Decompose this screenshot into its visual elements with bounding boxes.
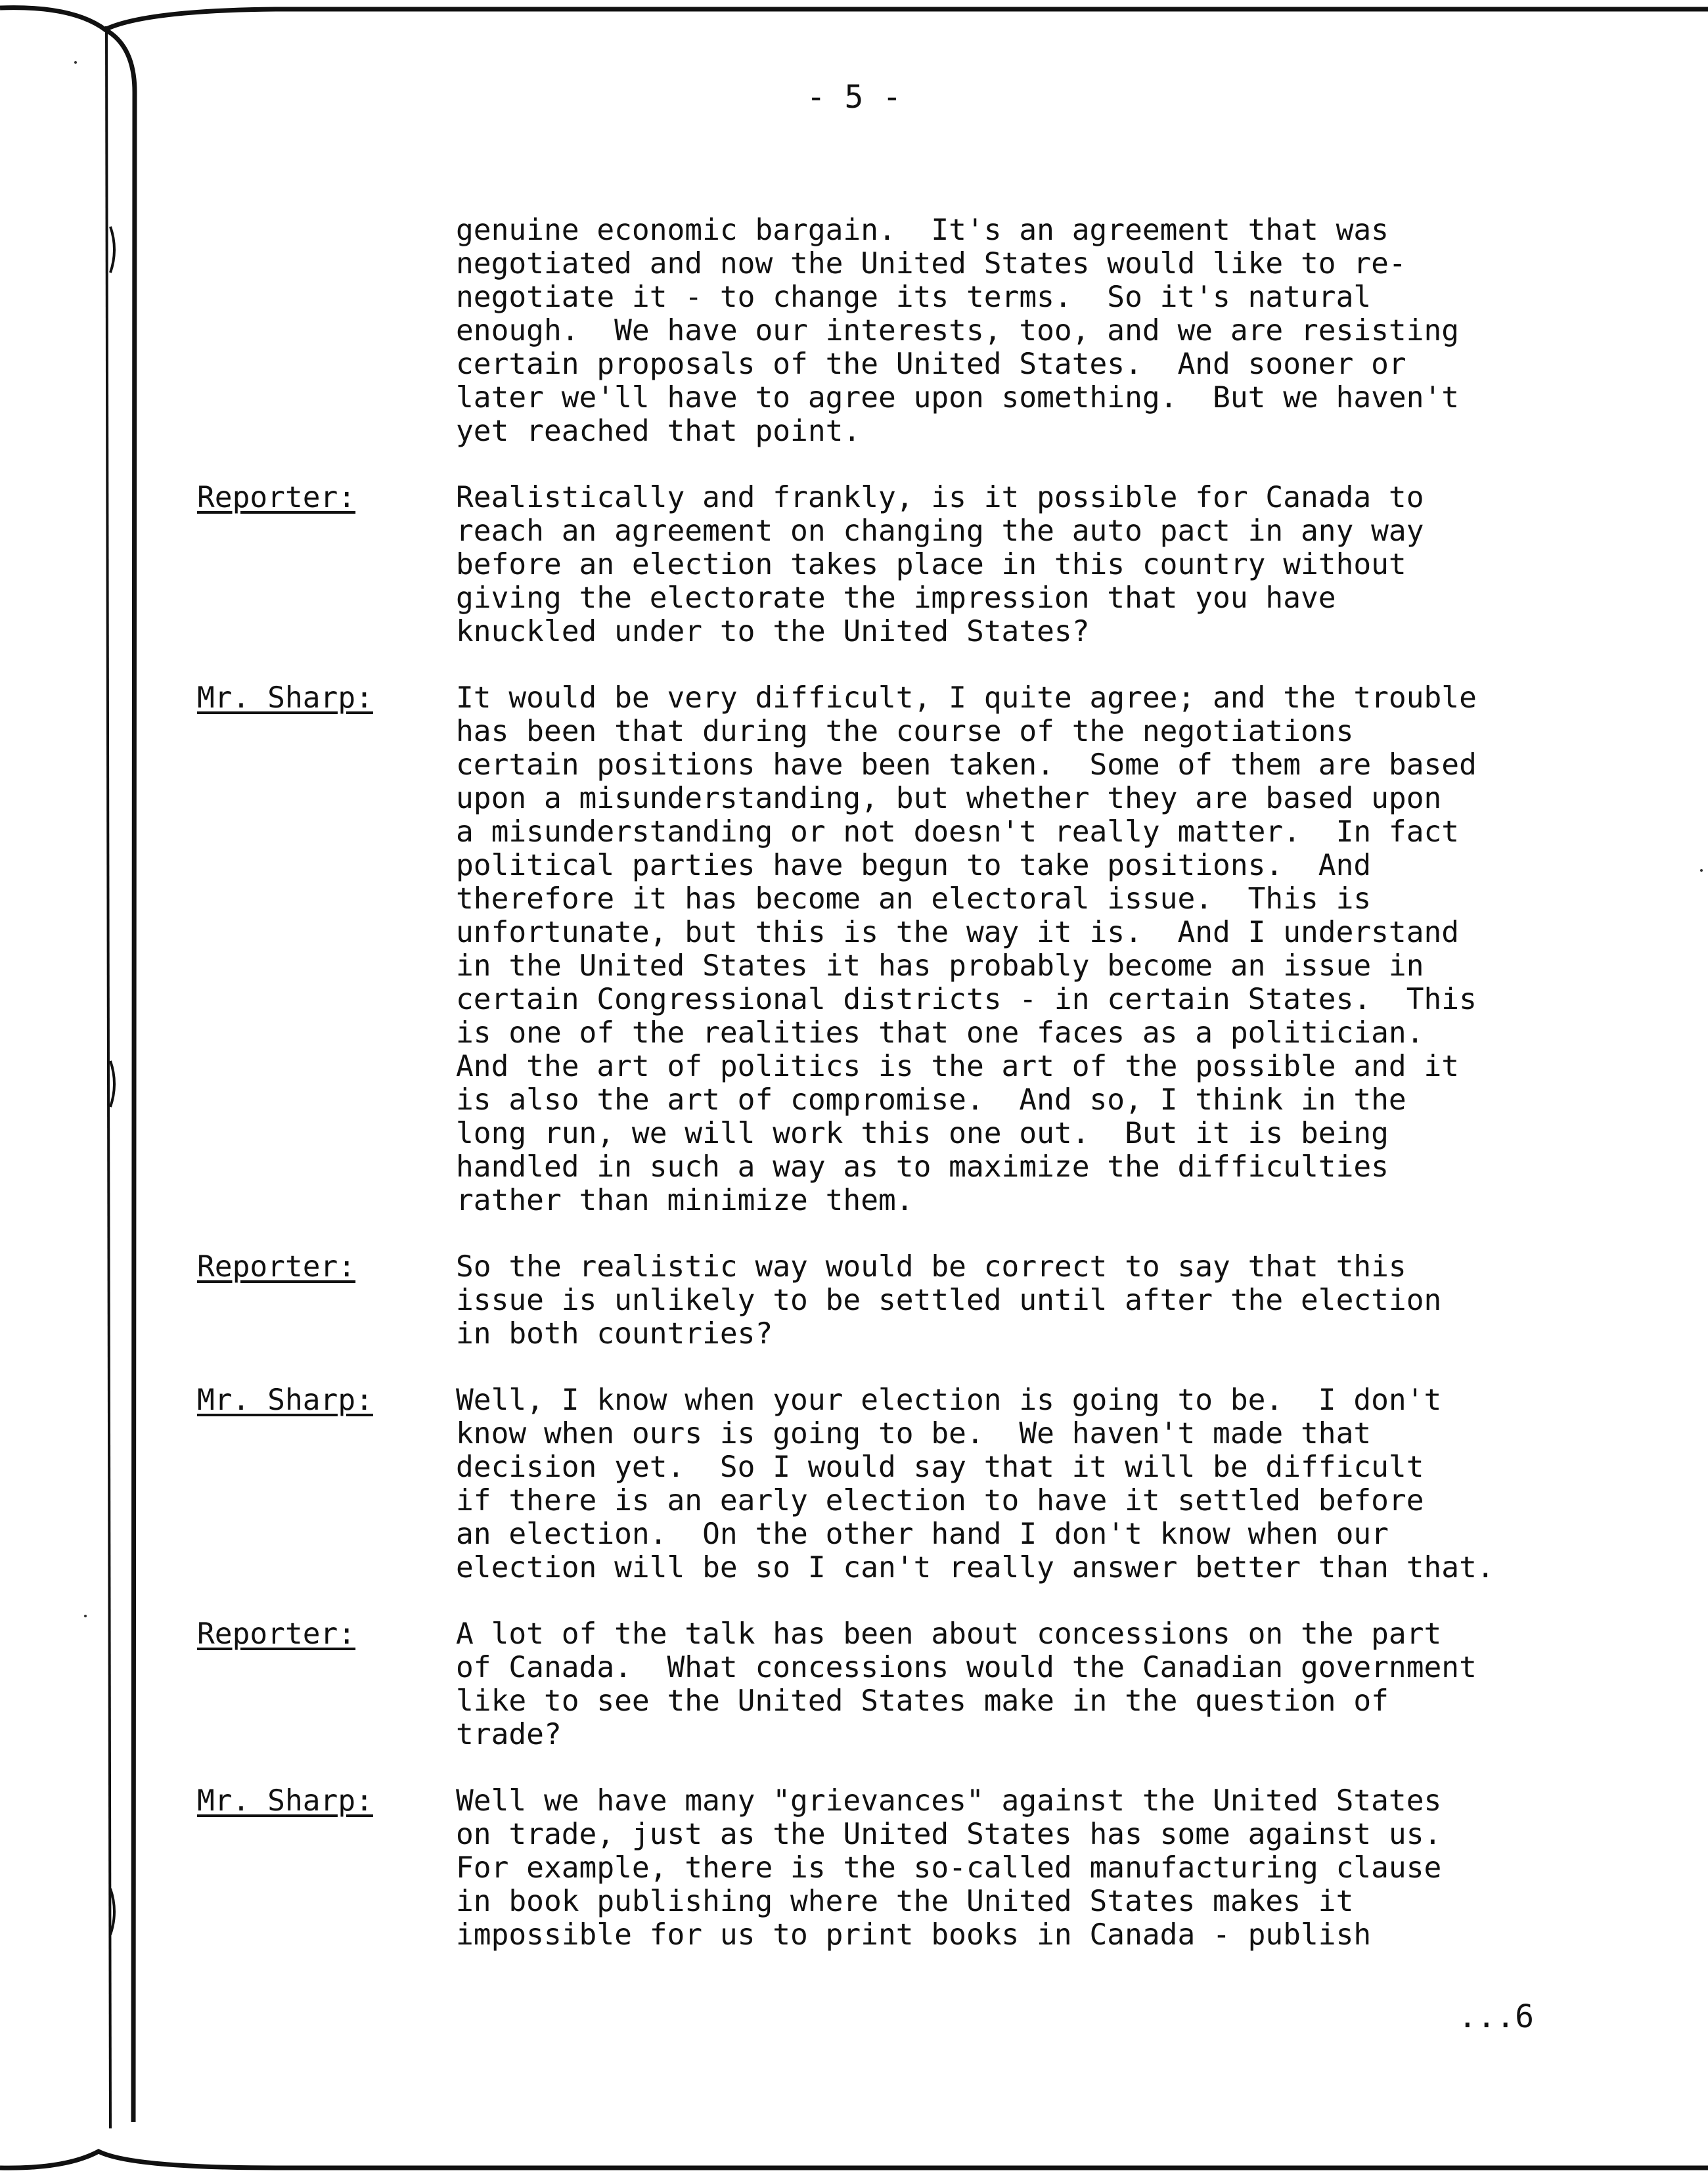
text-line: For example, there is the so-called manufacturing clause — [456, 1851, 1442, 1885]
text-line: long run, we will work this one out. But it is being — [456, 1117, 1389, 1150]
transcript-block — [197, 1250, 1642, 1351]
text-line: decision yet. So I would say that it will be difficult — [456, 1450, 1424, 1484]
text-line: is one of the realities that one faces as a politician. — [456, 1016, 1424, 1050]
text-line: Realistically and frankly, is it possible for Canada to — [456, 481, 1424, 514]
text-line: on trade, just as the United States has some against us. — [456, 1818, 1442, 1851]
binder-ring-2 — [110, 1061, 114, 1107]
text-line: in book publishing where the United States makes it — [456, 1885, 1354, 1918]
text-line: Well we have many "grievances" against the United States — [456, 1784, 1442, 1818]
text-line: of Canada. What concessions would the Canadian government — [456, 1651, 1477, 1684]
paper-speck — [84, 1615, 87, 1617]
text-line: in the United States it has probably become an issue in — [456, 949, 1424, 983]
text-line: genuine economic bargain. It's an agreement that was — [456, 213, 1389, 247]
text-line: handled in such a way as to maximize the difficulties — [456, 1150, 1389, 1184]
text-line: later we'll have to agree upon something. But we haven't — [456, 381, 1460, 415]
text-line: issue is unlikely to be settled until after the election — [456, 1284, 1442, 1317]
text-line: if there is an early election to have it settled before — [456, 1484, 1424, 1517]
speaker-label: Reporter: — [197, 1250, 356, 1284]
transcript-block — [197, 1784, 1642, 1952]
speech-paragraph — [456, 1784, 1638, 1952]
text-line: certain Congressional districts - in certain States. This — [456, 983, 1477, 1016]
speech-paragraph — [456, 1383, 1638, 1584]
text-line: impossible for us to print books in Canada - publish — [456, 1918, 1372, 1952]
text-line: enough. We have our interests, too, and we are resisting — [456, 314, 1460, 348]
text-line: political parties have begun to take positions. And — [456, 849, 1372, 882]
frame-inner-spine — [106, 26, 110, 2128]
speaker-label: Reporter: — [197, 1617, 356, 1651]
text-line: certain positions have been taken. Some of them are based — [456, 748, 1477, 782]
transcript-block — [197, 1617, 1642, 1751]
paper-speck — [1700, 869, 1703, 872]
speech-paragraph — [456, 481, 1638, 648]
text-line: therefore it has become an electoral issue. This is — [456, 882, 1372, 916]
speaker-label: Mr. Sharp: — [197, 1784, 373, 1818]
speaker-label: Mr. Sharp: — [197, 681, 373, 715]
text-line: yet reached that point. — [456, 415, 861, 448]
text-line: So the realistic way would be correct to say that this — [456, 1250, 1406, 1284]
text-line: know when ours is going to be. We haven't made that — [456, 1417, 1372, 1450]
text-line: negotiate it - to change its terms. So it's natural — [456, 281, 1372, 314]
text-line: giving the electorate the impression that you have — [456, 581, 1336, 615]
text-line: reach an agreement on changing the auto pact in any way — [456, 514, 1424, 548]
page-number: - 5 - — [806, 79, 902, 116]
speech-paragraph — [456, 681, 1638, 1217]
frame-bottom-edge — [0, 2151, 1708, 2168]
text-line: trade? — [456, 1718, 562, 1751]
speaker-label: Mr. Sharp: — [197, 1383, 373, 1417]
paper-speck — [74, 61, 77, 64]
text-line: a misunderstanding or not doesn't really matter. In fact — [456, 815, 1460, 849]
text-line: It would be very difficult, I quite agree; and the trouble — [456, 681, 1477, 715]
text-line: negotiated and now the United States would like to re- — [456, 247, 1406, 281]
text-line: rather than minimize them. — [456, 1184, 914, 1217]
transcript-block — [197, 481, 1642, 648]
text-line: has been that during the course of the negotiations — [456, 715, 1354, 748]
text-line: A lot of the talk has been about concessions on the part — [456, 1617, 1442, 1651]
text-line: like to see the United States make in the question of — [456, 1684, 1389, 1718]
text-line: And the art of politics is the art of the possible and it — [456, 1050, 1460, 1083]
speaker-label: Reporter: — [197, 481, 356, 514]
text-line: unfortunate, but this is the way it is. And I understand — [456, 916, 1460, 949]
transcript-body — [197, 213, 1642, 1985]
text-line: in both countries? — [456, 1317, 773, 1351]
speech-paragraph — [456, 213, 1638, 448]
text-line: an election. On the other hand I don't know when our — [456, 1517, 1389, 1551]
transcript-block — [197, 681, 1642, 1217]
text-line: election will be so I can't really answer better than that. — [456, 1551, 1494, 1584]
transcript-block — [197, 1383, 1642, 1584]
transcript-block — [197, 213, 1642, 448]
continuation-marker: ...6 — [1458, 1998, 1534, 2035]
text-line: certain proposals of the United States. And sooner or — [456, 348, 1406, 381]
binder-ring-1 — [110, 227, 114, 273]
text-line: knuckled under to the United States? — [456, 615, 1090, 648]
text-line: Well, I know when your election is going to be. I don't — [456, 1383, 1442, 1417]
speech-paragraph — [456, 1617, 1638, 1751]
frame-top-edge — [0, 8, 1708, 30]
text-line: upon a misunderstanding, but whether they are based upon — [456, 782, 1442, 815]
text-line: is also the art of compromise. And so, I think in the — [456, 1083, 1406, 1117]
speech-paragraph — [456, 1250, 1638, 1351]
text-line: before an election takes place in this country without — [456, 548, 1406, 581]
